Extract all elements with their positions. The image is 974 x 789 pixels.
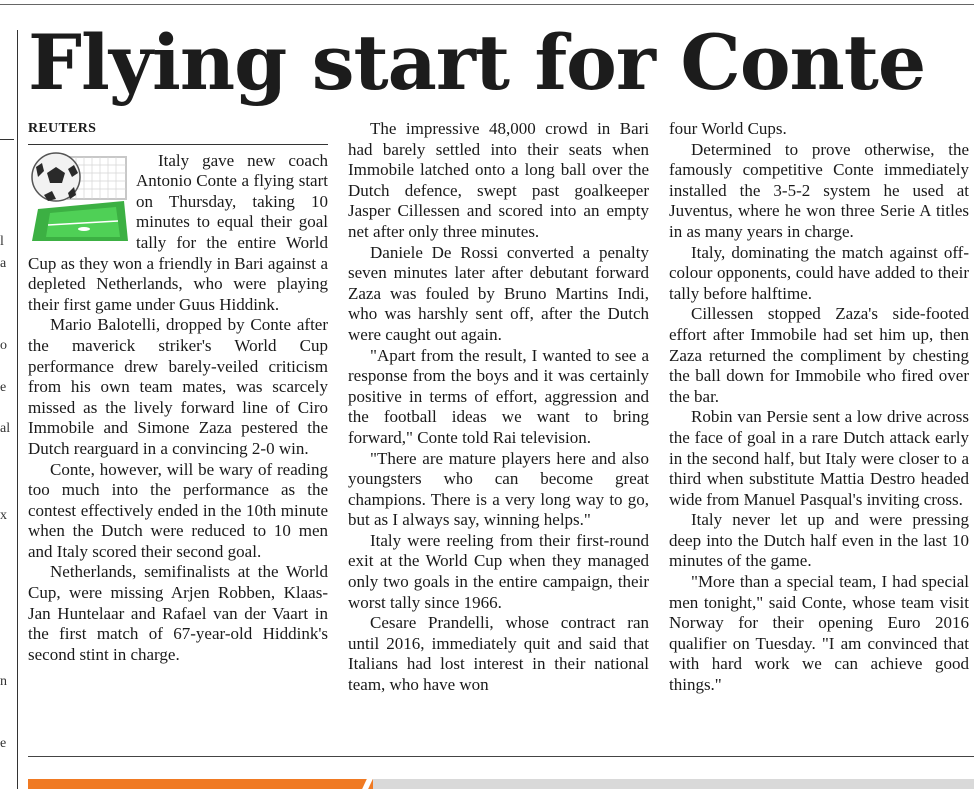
left-fragment-rule bbox=[0, 139, 14, 140]
paragraph: Italy were reeling from their first-round exit at the World Cup when they managed only two goals in the entire campaign, their worst tally since 1966. bbox=[348, 530, 649, 612]
left-fragment-text: al bbox=[0, 421, 11, 436]
paragraph: Daniele De Rossi converted a penalty seven minutes later after debutant forward Zaza was fouled by Bruno Martins Indi, who was harshly sent off, after the Dutch were caught out again. bbox=[348, 242, 649, 344]
bottom-rule bbox=[28, 756, 974, 757]
paragraph: Italy gave new coach Antonio Conte a flying start on Thursday, taking 10 minutes to equal their goal tally for the entire World Cup as they won a friendly in Bari against a depleted Netherlands, who were playing their first game under Guus Hiddink. bbox=[28, 150, 328, 314]
left-fragment-text: x bbox=[0, 508, 7, 523]
paragraph: Determined to prove otherwise, the famously competitive Conte immediately installed the 3-5-2 system he used at Juventus, where he won three Serie A titles in as many years in charge. bbox=[669, 139, 969, 241]
top-rule bbox=[0, 4, 974, 5]
left-fragment-text: e bbox=[0, 736, 7, 751]
paragraph: "Apart from the result, I wanted to see a response from the boys and it was certainly positive in terms of effort, aggression and the football ideas we want to bring forward," Conte told Rai television. bbox=[348, 345, 649, 447]
left-fragment-text: o bbox=[0, 338, 7, 353]
article-column-1 bbox=[28, 119, 328, 665]
paragraph: Robin van Persie sent a low drive across the face of goal in a rare Dutch attack early in the second half, but Italy were closer to a third when substitute Mattia Destro headed wide from Manuel Pasqual's inviting cross. bbox=[669, 407, 969, 509]
paragraph: Italy never let up and were pressing deep into the Dutch half even in the last 10 minutes of the game. bbox=[669, 510, 969, 571]
paragraph: Cesare Prandelli, whose contract ran until 2016, immediately quit and said that Italians had lost interest in their national team, who have won bbox=[348, 613, 649, 695]
headline: Flying start for Conte bbox=[28, 18, 926, 107]
byline: REUTERS bbox=[28, 121, 97, 136]
paragraph: Mario Balotelli, dropped by Conte after the maverick striker's World Cup performance drew barely-veiled criticism from his own team mates, was scarcely missed as the lively forward line of Ciro Immobile and Simone Zaza pestered the Dutch rearguard in a convincing 2-0 win. bbox=[28, 315, 328, 458]
left-fragment-text: a bbox=[0, 256, 7, 271]
paragraph: "More than a special team, I had special men tonight," said Conte, whose team visit Norway for their opening Euro 2016 qualifier on Tuesday. "I am convinced that with hard work we can achieve good things." bbox=[669, 572, 969, 695]
paragraph: Conte, however, will be wary of reading too much into the performance as the contest effectively ended in the 10th minute when the Dutch were reduced to 10 men and Italy scored their second goal. bbox=[28, 459, 328, 561]
column-divider-left bbox=[17, 30, 18, 789]
soccer-ball-goal-icon bbox=[28, 151, 128, 243]
left-fragment-text: l bbox=[0, 234, 4, 249]
left-fragment-text: n bbox=[0, 674, 7, 689]
byline-rule bbox=[28, 144, 328, 145]
article-column-3 bbox=[669, 119, 969, 696]
paragraph: "There are mature players here and also youngsters who can become great champions. There is a very long way to go, but as I always say, winning helps." bbox=[348, 448, 649, 530]
paragraph: The impressive 48,000 crowd in Bari had barely settled into their seats when Immobile latched onto a long ball over the Dutch defence, swept past goalkeeper Jasper Cillessen and scored into an empty net after only three minutes. bbox=[348, 119, 649, 241]
banner-orange-strip bbox=[28, 779, 373, 789]
footer-banner bbox=[28, 779, 974, 789]
paragraph: four World Cups. bbox=[669, 119, 787, 138]
article-column-2 bbox=[348, 119, 649, 696]
paragraph: Italy, dominating the match against off-colour opponents, could have added to their tally before halftime. bbox=[669, 242, 969, 303]
paragraph: Netherlands, semifinalists at the World Cup, were missing Arjen Robben, Klaas-Jan Huntelaar and Rafael van der Vaart in the first match of 67-year-old Hiddink's second stint in charge. bbox=[28, 562, 328, 664]
left-fragment-text: e bbox=[0, 380, 7, 395]
paragraph: Cillessen stopped Zaza's side-footed effort after Immobile had set him up, then Zaza returned the compliment by chesting the ball down for Immobile who fired over the bar. bbox=[669, 304, 969, 406]
